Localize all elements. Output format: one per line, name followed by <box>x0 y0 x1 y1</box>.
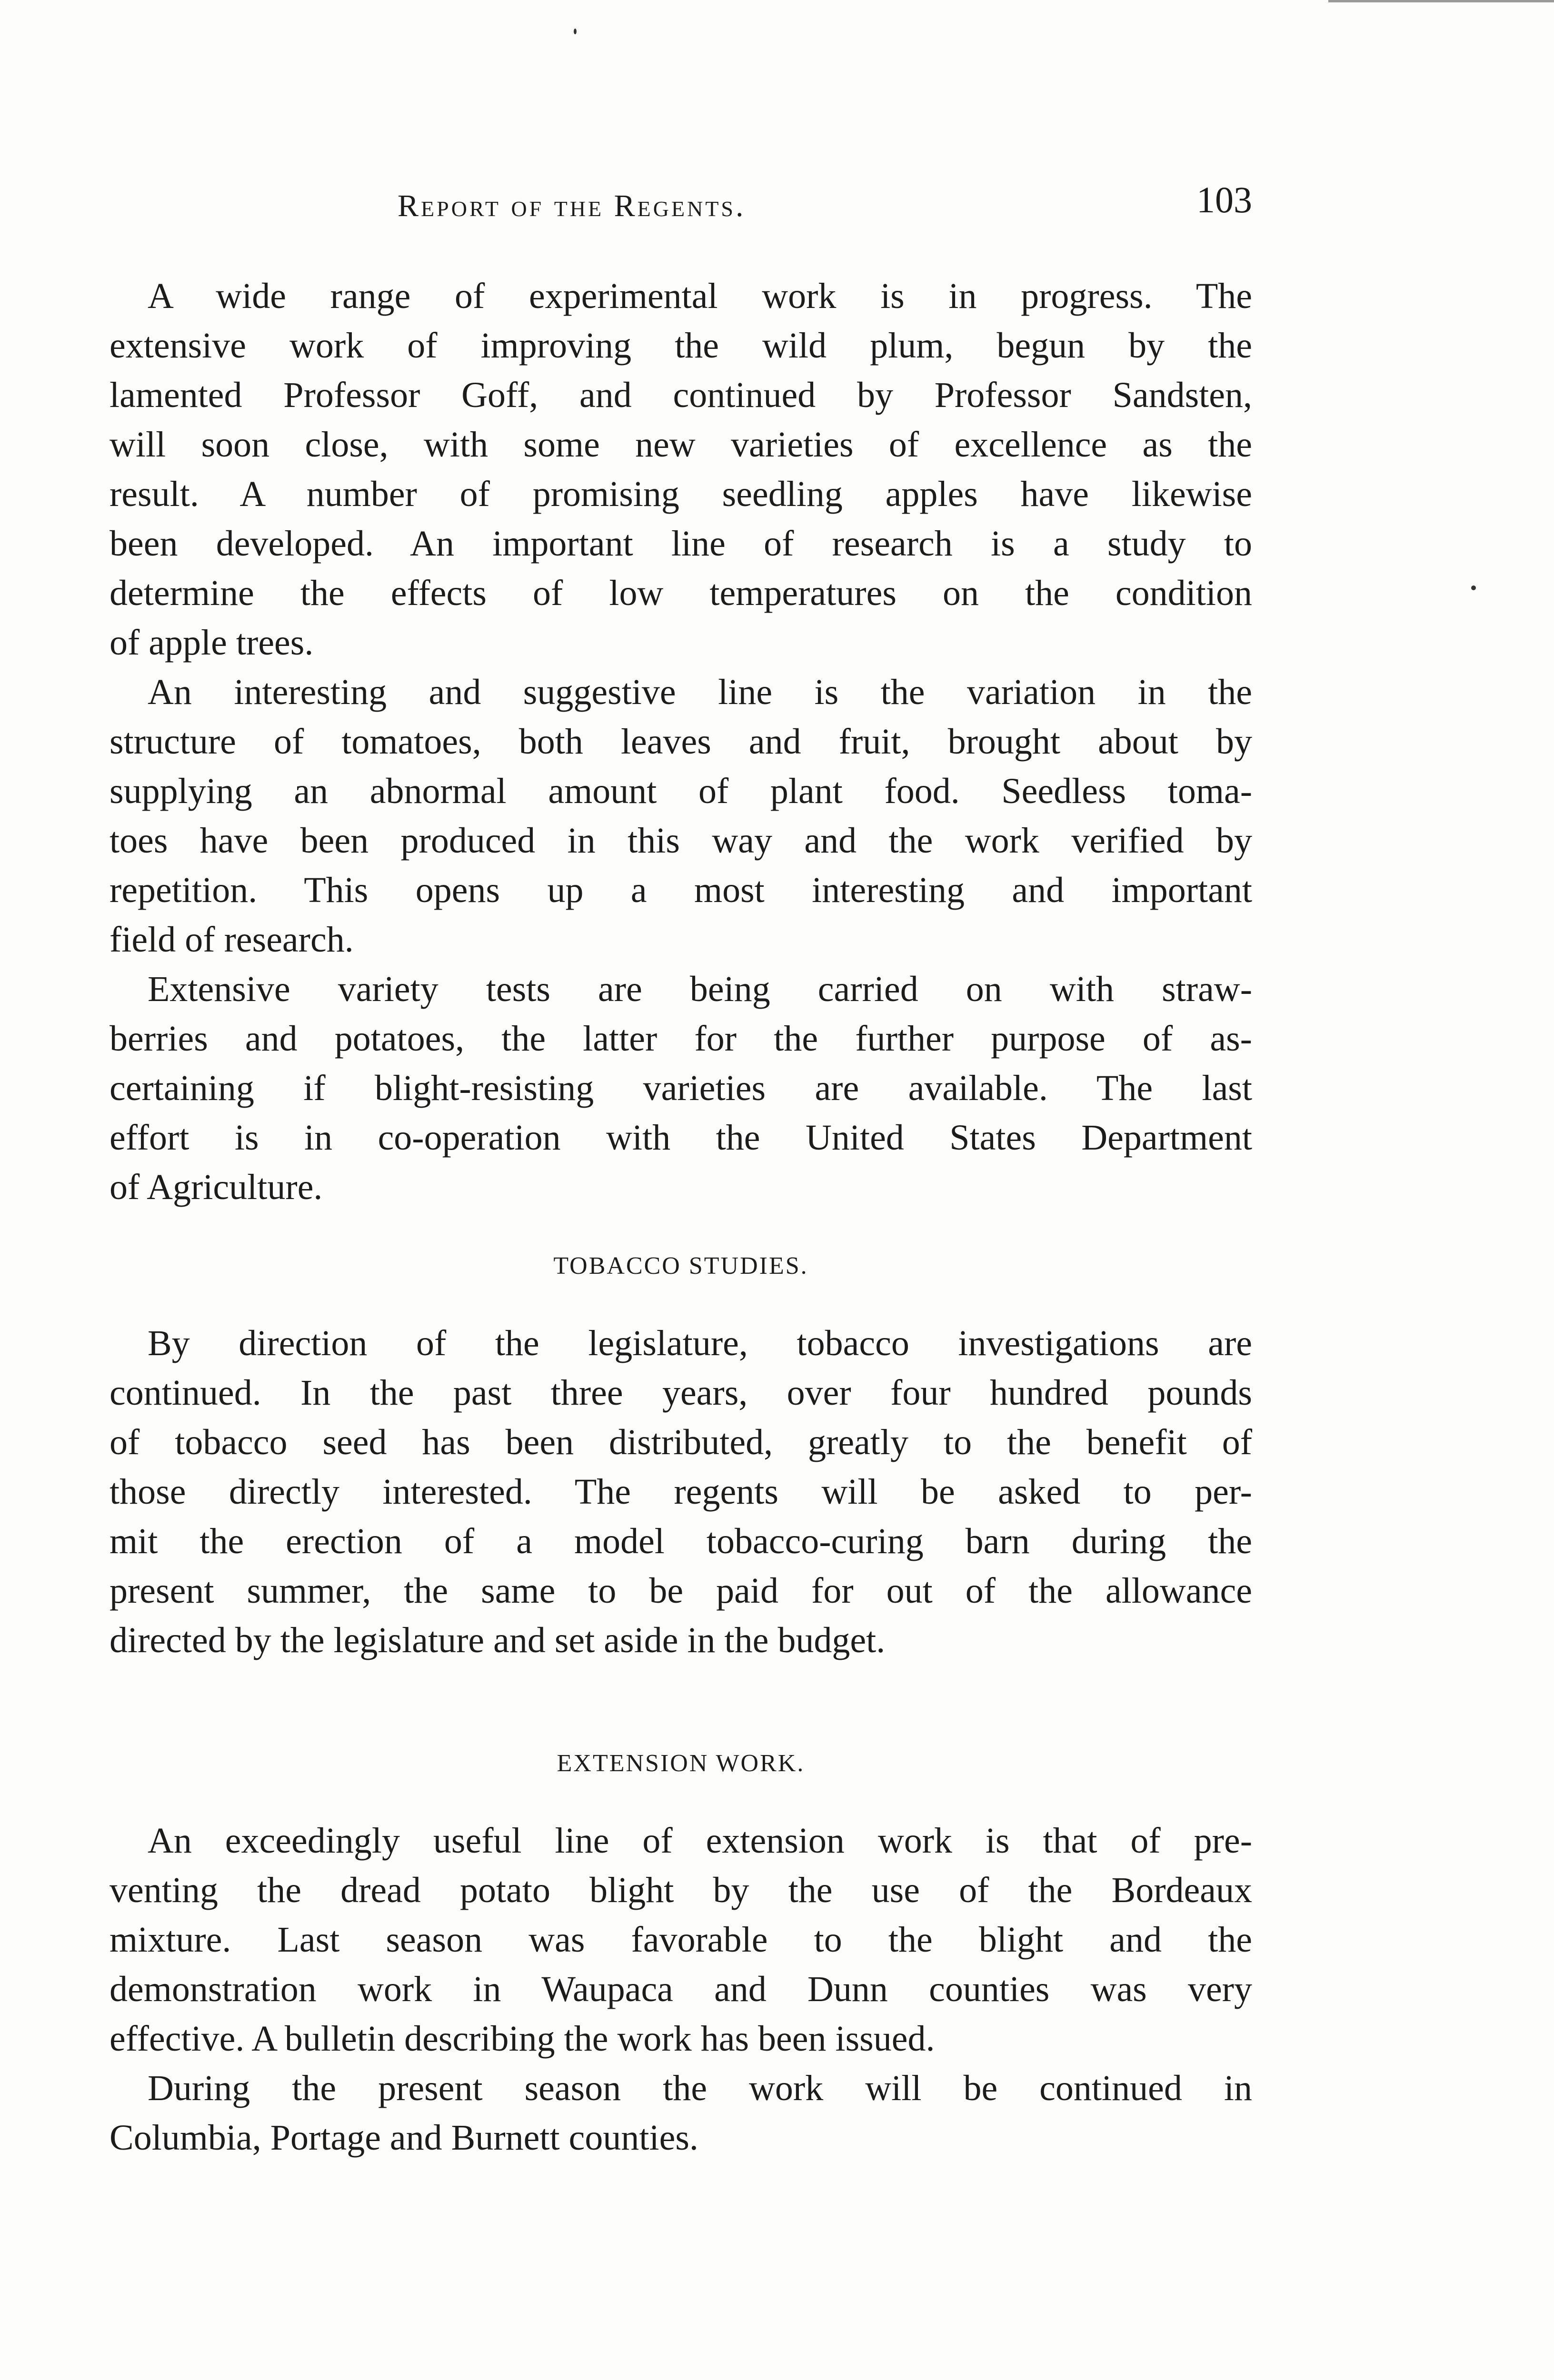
text-line: field of research. <box>110 920 354 960</box>
intro-section <box>110 271 1252 1212</box>
text-line: determine the effects of low temperatures on the condition <box>110 573 1252 613</box>
text-line: During the present season the work will be continued in <box>148 2068 1252 2108</box>
tobacco-section <box>110 1319 1252 1665</box>
paragraph-tobacco-investigations <box>110 1319 1252 1665</box>
text-line: mit the erection of a model tobacco-curing barn during the <box>110 1521 1252 1561</box>
text-line: effort is in co-operation with the United States Department <box>110 1118 1252 1158</box>
text-line: demonstration work in Waupaca and Dunn counties was very <box>110 1969 1252 2009</box>
text-line: continued. In the past three years, over four hundred pounds <box>110 1373 1252 1413</box>
ink-speck <box>1471 585 1476 590</box>
paragraph-experimental-work <box>110 271 1252 667</box>
paragraph-variety-tests <box>110 964 1252 1212</box>
ink-speck <box>574 29 577 34</box>
paragraph-tomato-variation <box>110 667 1252 964</box>
scan-edge-rule <box>1328 0 1554 2</box>
text-line: Extensive variety tests are being carried on with straw- <box>148 969 1252 1009</box>
text-line: berries and potatoes, the latter for the further purpose of as- <box>110 1019 1252 1059</box>
text-line: result. A number of promising seedling apples have likewise <box>110 474 1252 514</box>
section-heading-tobacco: TOBACCO STUDIES. <box>553 1252 808 1279</box>
text-line: supplying an abnormal amount of plant food. Seedless toma- <box>110 771 1252 811</box>
text-line: of Agriculture. <box>110 1167 323 1207</box>
section-heading-extension: EXTENSION WORK. <box>557 1750 805 1777</box>
text-line: venting the dread potato blight by the use of the Bordeaux <box>110 1870 1252 1910</box>
text-line: An interesting and suggestive line is the variation in the <box>148 672 1252 712</box>
text-line: present summer, the same to be paid for out of the allowance <box>110 1571 1252 1611</box>
text-line: effective. A bulletin describing the work has been issued. <box>110 2019 935 2059</box>
text-line: mixture. Last season was favorable to the blight and the <box>110 1920 1252 1960</box>
text-line: By direction of the legislature, tobacco investigations are <box>148 1323 1252 1363</box>
text-line: been developed. An important line of research is a study to <box>110 524 1252 564</box>
text-line: will soon close, with some new varieties of excellence as the <box>110 425 1252 465</box>
text-line: repetition. This opens up a most interesting and important <box>110 870 1252 910</box>
text-line: directed by the legislature and set aside in the budget. <box>110 1620 886 1660</box>
paragraph-present-season <box>110 2063 1252 2162</box>
running-title: Report of the Regents. <box>398 188 746 223</box>
text-line: extensive work of improving the wild plum, begun by the <box>110 326 1252 366</box>
paragraph-potato-blight <box>110 1816 1252 2063</box>
running-head <box>110 178 1252 236</box>
text-line: An exceedingly useful line of extension work is that of pre- <box>148 1821 1252 1861</box>
text-line: toes have been produced in this way and the work verified by <box>110 821 1252 861</box>
text-line: A wide range of experimental work is in progress. The <box>148 276 1252 316</box>
text-line: of tobacco seed has been distributed, greatly to the benefit of <box>110 1422 1252 1462</box>
text-line: of apple trees. <box>110 623 314 663</box>
text-line: lamented Professor Goff, and continued by Professor Sandsten, <box>110 375 1252 415</box>
extension-section <box>110 1816 1252 2162</box>
text-line: certaining if blight-resisting varieties are available. The last <box>110 1068 1252 1108</box>
page-number: 103 <box>1196 179 1252 220</box>
text-line: Columbia, Portage and Burnett counties. <box>110 2118 698 2158</box>
text-line: those directly interested. The regents will be asked to per- <box>110 1472 1252 1512</box>
text-line: structure of tomatoes, both leaves and fruit, brought about by <box>110 722 1252 762</box>
